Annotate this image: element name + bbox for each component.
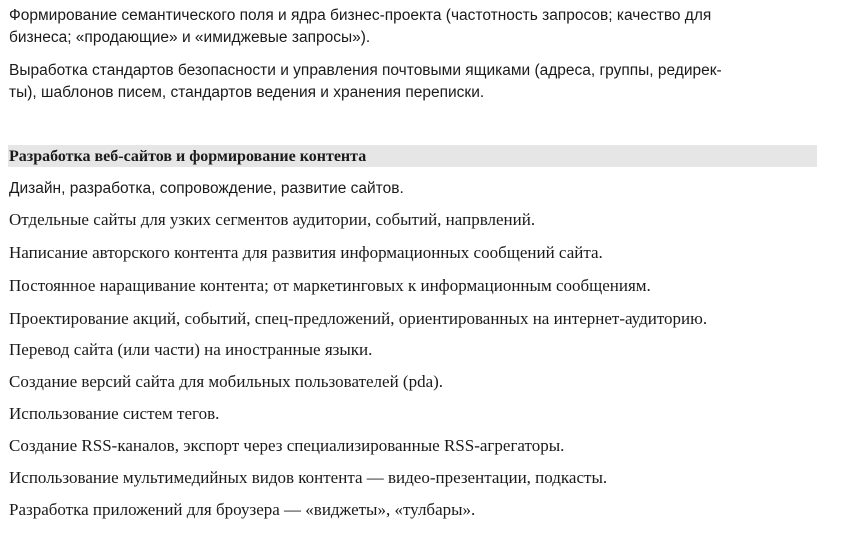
list-item: Создание RSS-каналов, экспорт через специализированные RSS-агрегаторы. bbox=[9, 436, 565, 455]
list-item: Проектирование акций, событий, спец-предложений, ориентированных на интернет-аудиторию. bbox=[9, 309, 708, 328]
list-item: Использование систем тегов. bbox=[9, 404, 220, 423]
paragraph-line: ты), шаблонов писем, стандартов ведения и хранения переписки. bbox=[9, 84, 485, 101]
paragraph-semantic-core bbox=[9, 5, 819, 49]
section-header-bar bbox=[8, 145, 817, 167]
section-title: Разработка веб-сайтов и формирование контента bbox=[9, 148, 367, 165]
list-item: Перевод сайта (или части) на иностранные языки. bbox=[9, 340, 373, 359]
list-item: Разработка приложений для броузера — «виджеты», «тулбары». bbox=[9, 500, 476, 519]
list-item: Написание авторского контента для развития информационных сообщений сайта. bbox=[9, 243, 603, 262]
list-item: Постоянное наращивание контента; от маркетинговых к информационным сообщениям. bbox=[9, 276, 651, 295]
list-item: Использование мультимедийных видов контента — видео-презентации, подкасты. bbox=[9, 468, 608, 487]
paragraph-line: бизнеса; «продающие» и «имиджевые запросы»). bbox=[9, 29, 371, 46]
list-item: Создание версий сайта для мобильных пользователей (pda). bbox=[9, 372, 444, 391]
list-item: Дизайн, разработка, сопровождение, развитие сайтов. bbox=[9, 180, 404, 197]
paragraph-mail-standards bbox=[9, 60, 819, 104]
paragraph-line: Выработка стандартов безопасности и управления почтовыми ящиками (адреса, группы, редирек- bbox=[9, 62, 722, 79]
paragraph-line: Формирование семантического поля и ядра бизнес-проекта (частотность запросов; качество для bbox=[9, 7, 712, 24]
list-item: Отдельные сайты для узких сегментов аудитории, событий, напрвлений. bbox=[9, 210, 536, 229]
